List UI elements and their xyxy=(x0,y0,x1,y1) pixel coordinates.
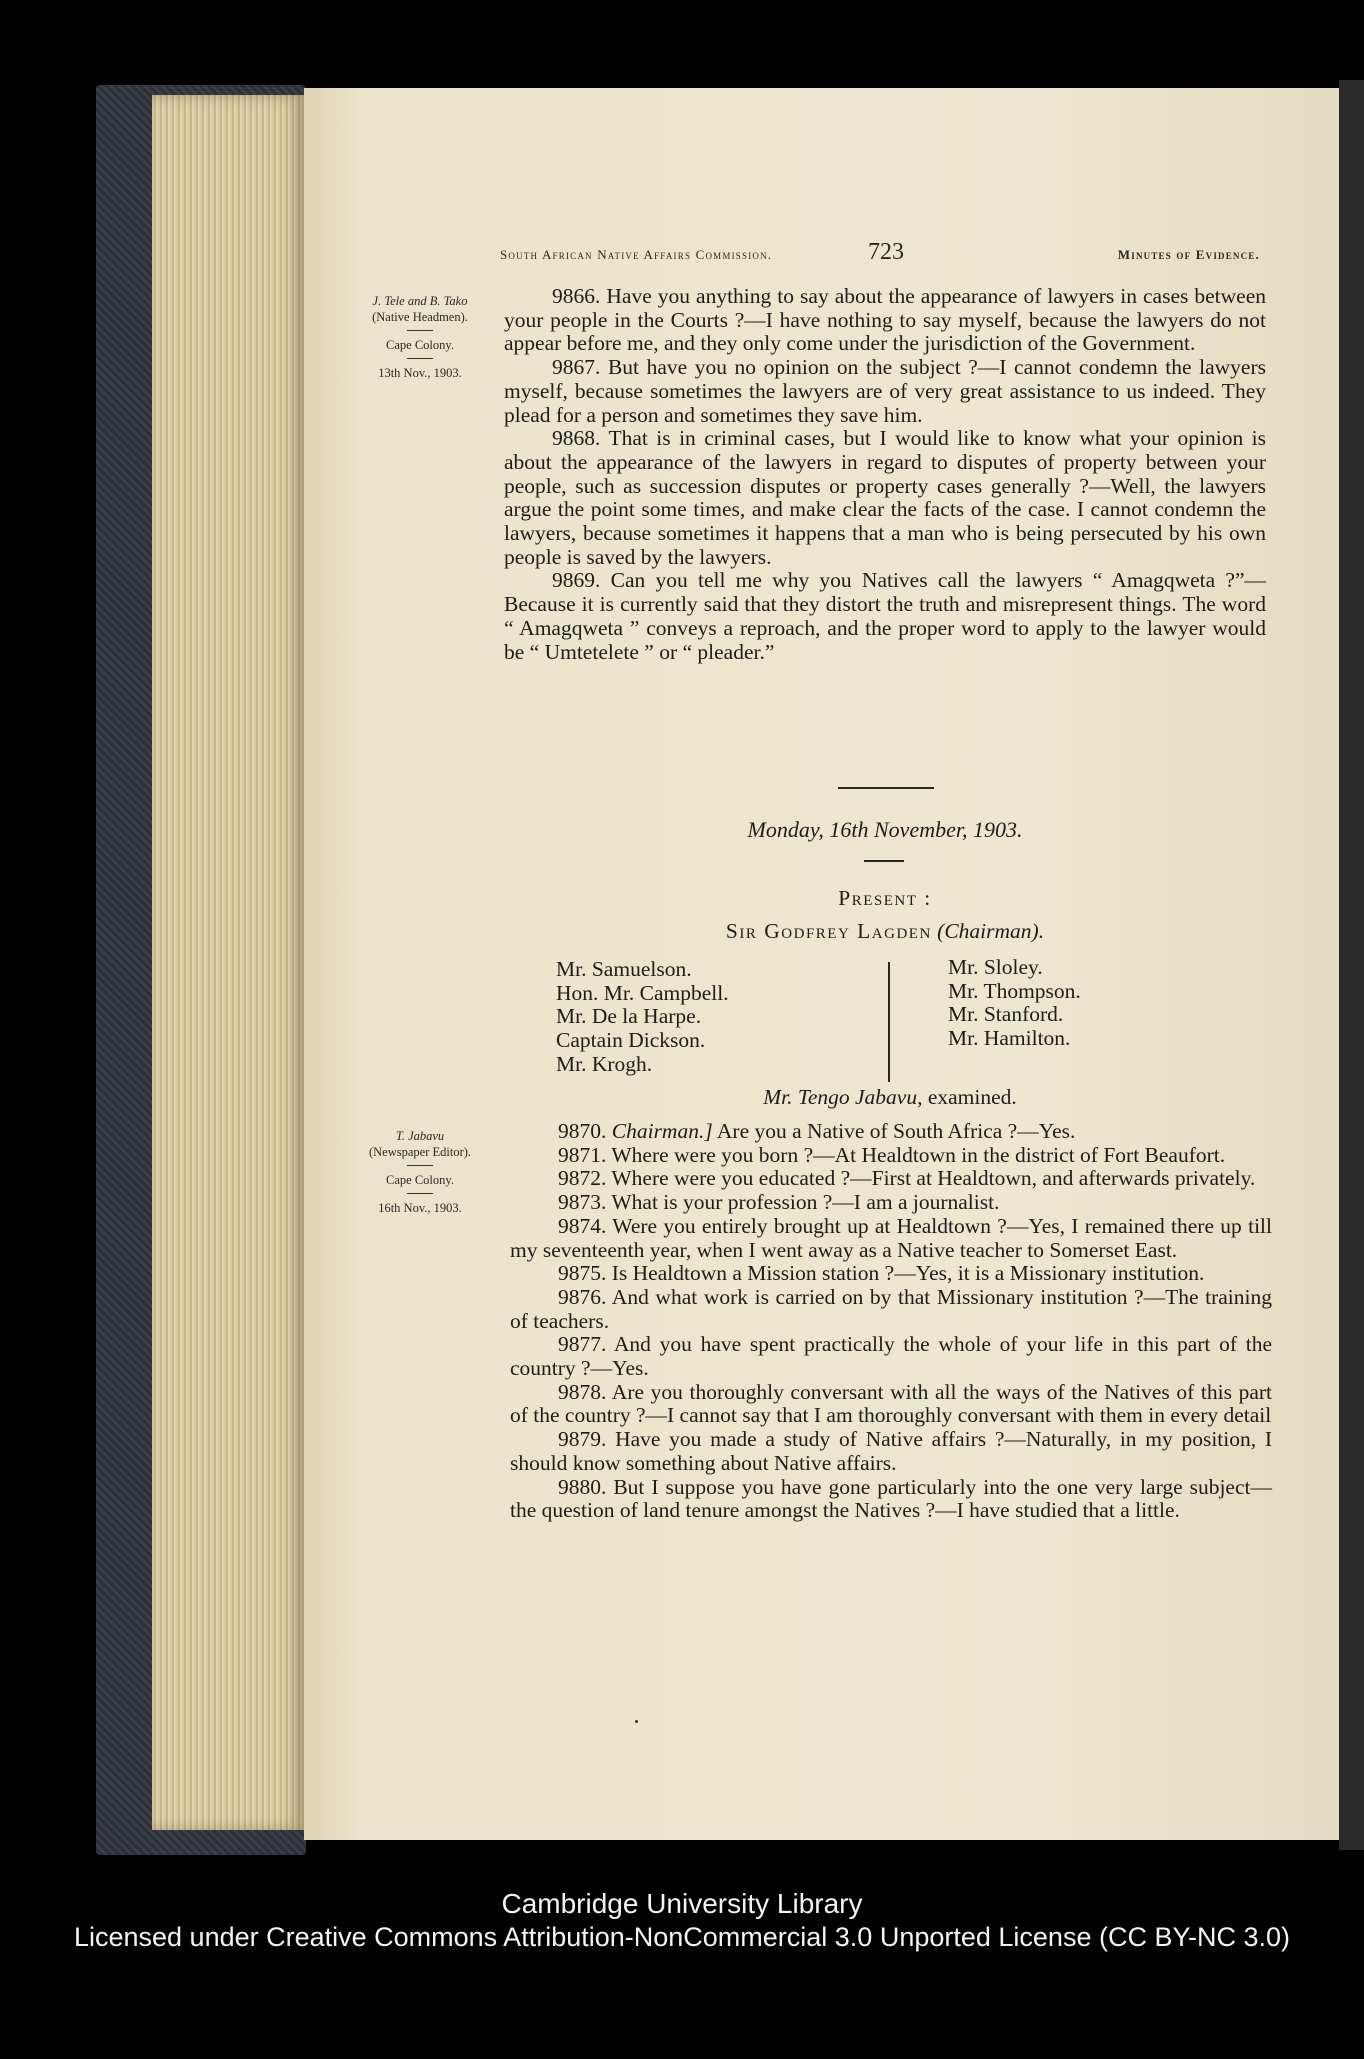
members-divider xyxy=(888,962,890,1082)
margin-note-name: J. Tele and B. Tako xyxy=(372,294,468,308)
evidence-paragraph: 9872. Where were you educated ?—First at Healdtown, and afterwards privately. xyxy=(558,1166,1256,1191)
member-name: Captain Dickson. xyxy=(556,1028,706,1053)
session-date: Monday, 16th November, 1903. xyxy=(747,817,1023,842)
margin-note-place: Cape Colony. xyxy=(386,338,454,352)
margin-note-place: Cape Colony. xyxy=(386,1173,454,1187)
facing-page-edge xyxy=(1339,80,1364,1850)
margin-note-divider xyxy=(407,358,433,359)
margin-note-role: (Newspaper Editor). xyxy=(368,1145,472,1159)
witness-suffix: examined. xyxy=(927,1085,1017,1109)
witness-line xyxy=(640,1085,1140,1110)
evidence-paragraph: 9871. Where were you born ?—At Healdtown in the district of Fort Beaufort. xyxy=(558,1142,1226,1167)
evidence-block-2 xyxy=(510,1120,1272,1523)
short-rule xyxy=(864,860,904,862)
section-rule xyxy=(838,787,934,789)
members-column-right xyxy=(948,956,1081,1051)
evidence-paragraph: 9880. But I suppose you have gone particularly into the one very large subject—the question of land tenure amongst the Natives ?—I have studied that a little. xyxy=(510,1474,1272,1523)
page-number: 723 xyxy=(868,239,904,265)
evidence-paragraph: 9869. Can you tell me why you Natives call the lawyers “ Amagqweta ?”—Because it is currently said that they distort the truth and misrepresent things. The word “ Amagqweta ” conveys a reproach, and the proper word to apply to the lawyer would be “ Umtetelete ” or “ pleader.” xyxy=(504,568,1266,664)
page-speck xyxy=(635,1720,638,1723)
evidence-paragraph: 9866. Have you anything to say about the appearance of lawyers in cases between your people in the Courts ?—I have nothing to say myself, because the lawyers do not appear before me, and they only come under the jurisdiction of the Government. xyxy=(504,284,1266,356)
members-present xyxy=(504,955,1266,1078)
margin-note-divider xyxy=(407,1165,433,1166)
evidence-block-1 xyxy=(504,285,1266,664)
margin-note-role: (Native Headmen). xyxy=(372,310,468,324)
evidence-paragraph: 9877. And you have spent practically the whole of your life in this part of the country ?—Yes. xyxy=(510,1332,1272,1381)
evidence-paragraph: 9868. That is in criminal cases, but I would like to know what your opinion is about the appearance of the lawyers in regard to disputes of property between your people, such as succession disputes or property cases generally ?—Well, the lawyers argue the point some times, and make clear the facts of the case. I cannot condemn the lawyers, because sometimes it happens that a man who is being persecuted by his own people is saved by the lawyers. xyxy=(504,426,1266,569)
member-name: Mr. Hamilton. xyxy=(948,1026,1071,1051)
library-credit: Cambridge University Library xyxy=(501,1888,863,1919)
evidence-paragraph: 9879. Have you made a study of Native affairs ?—Naturally, in my position, I should know something about Native affairs. xyxy=(510,1427,1272,1475)
margin-note-witness-2 xyxy=(345,1128,495,1216)
margin-note-divider xyxy=(407,1193,433,1194)
evidence-paragraph: 9874. Were you entirely brought up at Healdtown ?—Yes, I remained there up till my seventeenth year, when I went away as a Native teacher to Somerset East. xyxy=(510,1213,1272,1262)
chairman-role: (Chairman). xyxy=(937,919,1045,943)
chairman-name: Sir Godfrey Lagden xyxy=(725,919,932,943)
margin-note-name: T. Jabavu xyxy=(395,1129,445,1143)
member-name: Mr. Stanford. xyxy=(948,1002,1064,1027)
margin-note-date: 16th Nov., 1903. xyxy=(378,1201,462,1215)
question-text: Are you a Native of South Africa ?—Yes. xyxy=(716,1119,1076,1143)
member-name: Mr. Samuelson. xyxy=(556,957,692,981)
member-name: Mr. Krogh. xyxy=(556,1051,653,1076)
chairman-line xyxy=(504,919,1266,944)
witness-name: Mr. Tengo Jabavu, xyxy=(763,1085,923,1109)
member-name: Hon. Mr. Campbell. xyxy=(556,980,729,1005)
evidence-paragraph: 9878. Are you thoroughly conversant with all the ways of the Natives of this part of the country ?—I cannot say that I am thoroughly conversant with them in every detail xyxy=(510,1379,1272,1428)
header-title: South African Native Affairs Commission. xyxy=(500,247,773,262)
margin-note-divider xyxy=(407,330,433,331)
member-name: Mr. Thompson. xyxy=(948,978,1081,1003)
license-notice: Licensed under Creative Commons Attribution-NonCommercial 3.0 Unported License (CC BY-NC 3.0) xyxy=(73,1922,1291,1952)
speaker: Chairman.] xyxy=(611,1119,713,1143)
evidence-paragraph xyxy=(510,1120,1272,1144)
evidence-paragraph: 9875. Is Healdtown a Mission station ?—Yes, it is a Missionary institution. xyxy=(558,1261,1205,1286)
member-name: Mr. Sloley. xyxy=(948,955,1043,979)
evidence-paragraph: 9873. What is your profession ?—I am a journalist. xyxy=(558,1190,1000,1215)
question-number: 9870. xyxy=(558,1119,607,1143)
page-edges xyxy=(152,95,304,1830)
present-label: Present : xyxy=(838,886,932,910)
margin-note-witness-1 xyxy=(345,293,495,381)
running-header xyxy=(500,239,1260,271)
member-name: Mr. De la Harpe. xyxy=(556,1004,702,1029)
members-column-left xyxy=(556,958,729,1077)
margin-note-date: 13th Nov., 1903. xyxy=(378,366,462,380)
header-section: Minutes of Evidence. xyxy=(1117,247,1260,262)
evidence-paragraph: 9876. And what work is carried on by that Missionary institution ?—The training of teachers. xyxy=(510,1284,1272,1333)
evidence-paragraph: 9867. But have you no opinion on the subject ?—I cannot condemn the lawyers myself, because sometimes the lawyers are of very great assistance to us indeed. They plead for a person and sometimes they save him. xyxy=(504,355,1266,427)
